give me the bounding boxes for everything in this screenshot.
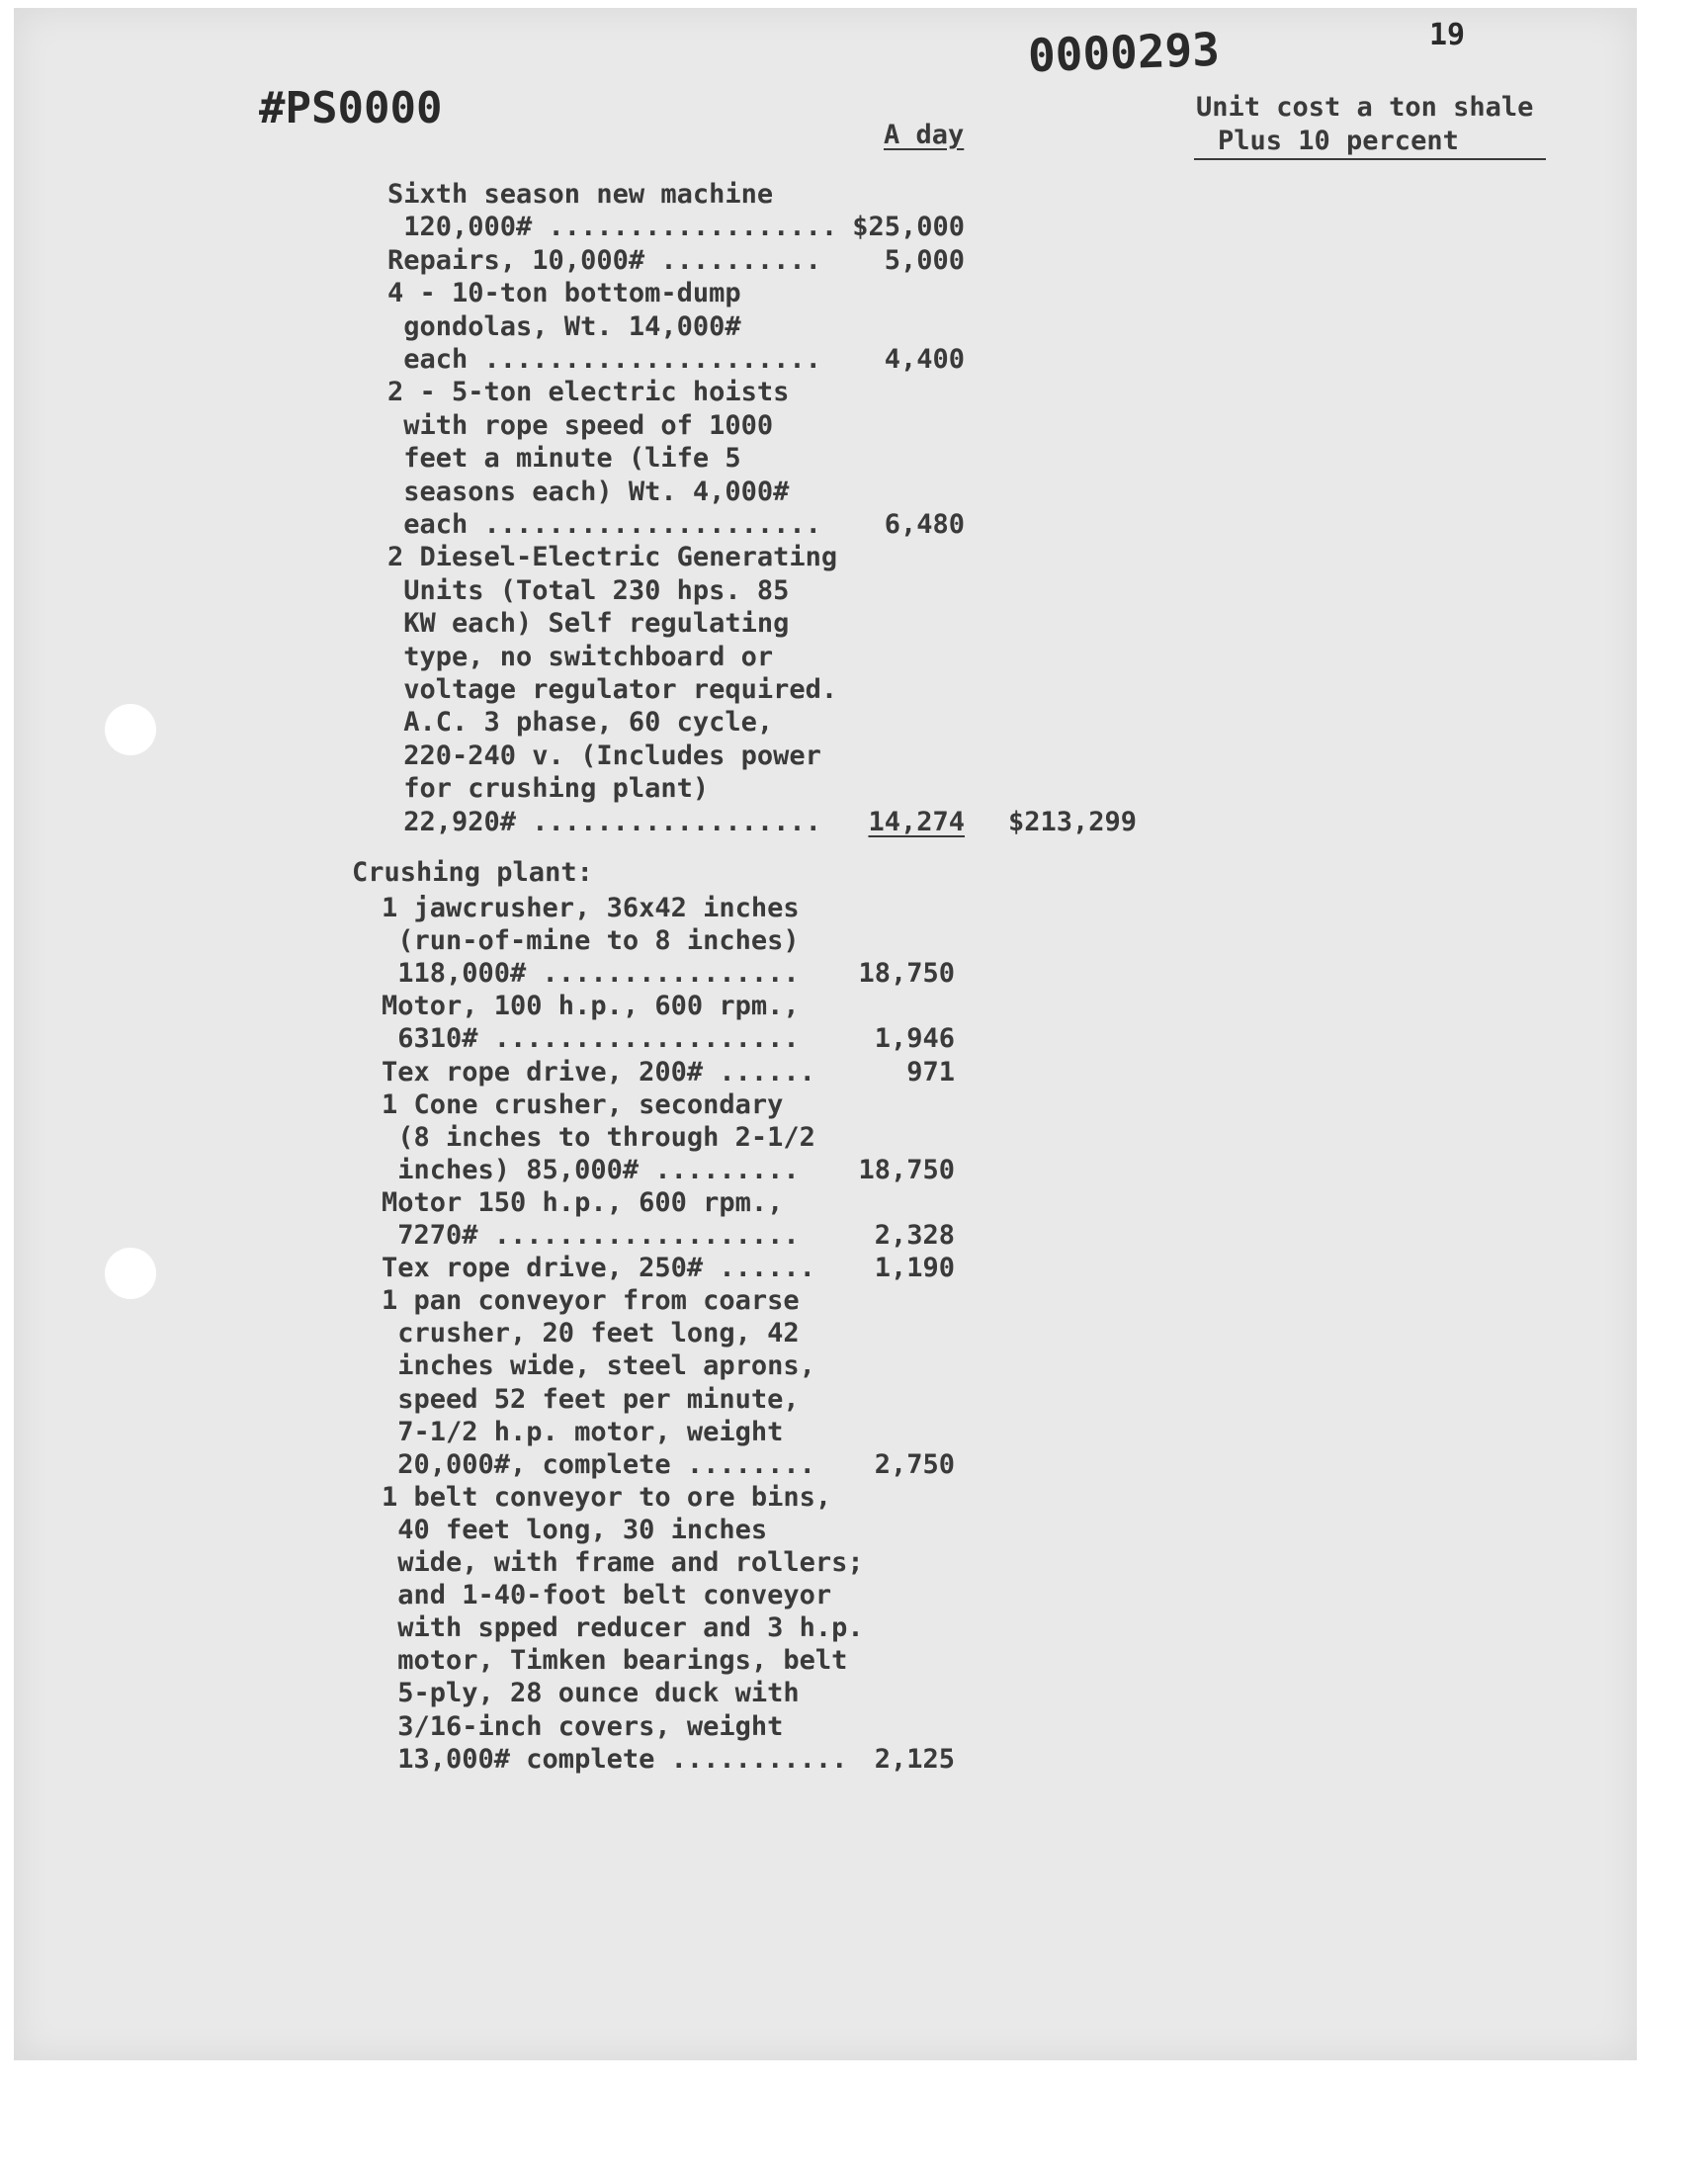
line-item-text: 20,000#, complete ........ [382,1448,815,1480]
line-item-amount: 2,328 [874,1220,955,1251]
line-item-text: Motor, 100 h.p., 600 rpm., [382,991,800,1022]
line-item-text: Tex rope drive, 200# ...... [382,1056,815,1088]
line-item-amount: 2,750 [874,1448,955,1480]
line-item-text: Repairs, 10,000# .......... [387,244,821,276]
column-header-a-day: A day [884,120,965,150]
line-item-text: 220-240 v. (Includes power [387,740,821,771]
bates-stamp-left: #PS0000 [259,83,443,133]
column-header-plus-percent: Plus 10 percent [1218,126,1459,156]
line-item-text: gondolas, Wt. 14,000# [387,310,741,342]
line-item-text: 1 pan conveyor from coarse [382,1285,800,1317]
line-item-amount: 6,480 [884,509,965,540]
line-item-text: 13,000# complete ........... [382,1743,848,1775]
line-item-amount: $25,000 [852,212,965,243]
line-item-text: voltage regulator required. [387,674,838,705]
line-item-text: wide, with frame and rollers; [382,1547,864,1578]
line-item-text: (run-of-mine to 8 inches) [382,925,800,957]
line-item-amount: 1,946 [874,1023,955,1055]
line-item-text: 120,000# .................. [387,212,838,243]
line-item-text: 7-1/2 h.p. motor, weight [382,1416,784,1447]
line-item-text: 7270# ................... [382,1220,800,1251]
section-heading-crushing-plant: Crushing plant: [352,857,593,888]
line-item-text: type, no switchboard or [387,641,774,672]
line-item-text: KW each) Self regulating [387,608,790,640]
line-item-text: each ..................... [387,509,821,540]
bates-stamp: 0000293 [1027,22,1221,83]
line-item-text: Units (Total 230 hps. 85 [387,574,790,606]
line-item-amount: 2,125 [874,1743,955,1775]
line-item-text: with spped reducer and 3 h.p. [382,1612,864,1644]
page-number: 19 [1429,18,1466,52]
line-item-text: 1 jawcrusher, 36x42 inches [382,893,800,923]
line-item-text: with rope speed of 1000 [387,409,774,441]
section-total: $213,299 [1008,806,1138,837]
line-item-amount: 18,750 [858,958,955,990]
punch-hole [105,1248,156,1299]
line-item-text: seasons each) Wt. 4,000# [387,476,790,507]
line-item-text: 40 feet long, 30 inches [382,1514,768,1545]
line-item-text: each ..................... [387,344,821,375]
line-item-text: 22,920# .................. [387,806,821,837]
punch-hole [105,704,156,755]
line-item-amount: 14,274 [868,806,965,837]
line-item-text: 1 Cone crusher, secondary [382,1088,784,1120]
line-item-text: 5-ply, 28 ounce duck with [382,1678,800,1709]
line-item-text: for crushing plant) [387,773,710,805]
line-item-text: feet a minute (life 5 [387,443,741,475]
line-item-text: 6310# ................... [382,1023,800,1055]
line-item-text: (8 inches to through 2-1/2 [382,1121,815,1153]
line-item-amount: 5,000 [884,244,965,276]
line-item-text: crusher, 20 feet long, 42 [382,1318,800,1349]
line-item-text: 118,000# ................ [382,958,800,990]
line-item-text: motor, Timken bearings, belt [382,1645,848,1677]
line-item-text: speed 52 feet per minute, [382,1383,800,1415]
line-item-text: Tex rope drive, 250# ...... [382,1253,815,1284]
line-item-text: 2 - 5-ton electric hoists [387,377,790,408]
line-item-text: 4 - 10-ton bottom-dump [387,278,741,309]
line-item-text: 1 belt conveyor to ore bins, [382,1481,832,1513]
line-item-text: 2 Diesel-Electric Generating [387,542,838,573]
line-item-text: A.C. 3 phase, 60 cycle, [387,707,774,739]
line-item-text: Motor 150 h.p., 600 rpm., [382,1186,784,1218]
line-item-text: Sixth season new machine [387,179,774,210]
line-item-text: 3/16-inch covers, weight [382,1710,784,1742]
line-item-amount: 4,400 [884,344,965,375]
line-item-text: and 1-40-foot belt conveyor [382,1580,832,1611]
line-item-text: inches) 85,000# ......... [382,1154,800,1185]
column-header-unit-cost: Unit cost a ton shale [1196,92,1534,123]
line-item-amount: 18,750 [858,1154,955,1185]
line-item-amount: 971 [906,1056,955,1088]
header-underline [1194,158,1546,160]
line-item-amount: 1,190 [874,1253,955,1284]
line-item-text: inches wide, steel aprons, [382,1350,815,1382]
